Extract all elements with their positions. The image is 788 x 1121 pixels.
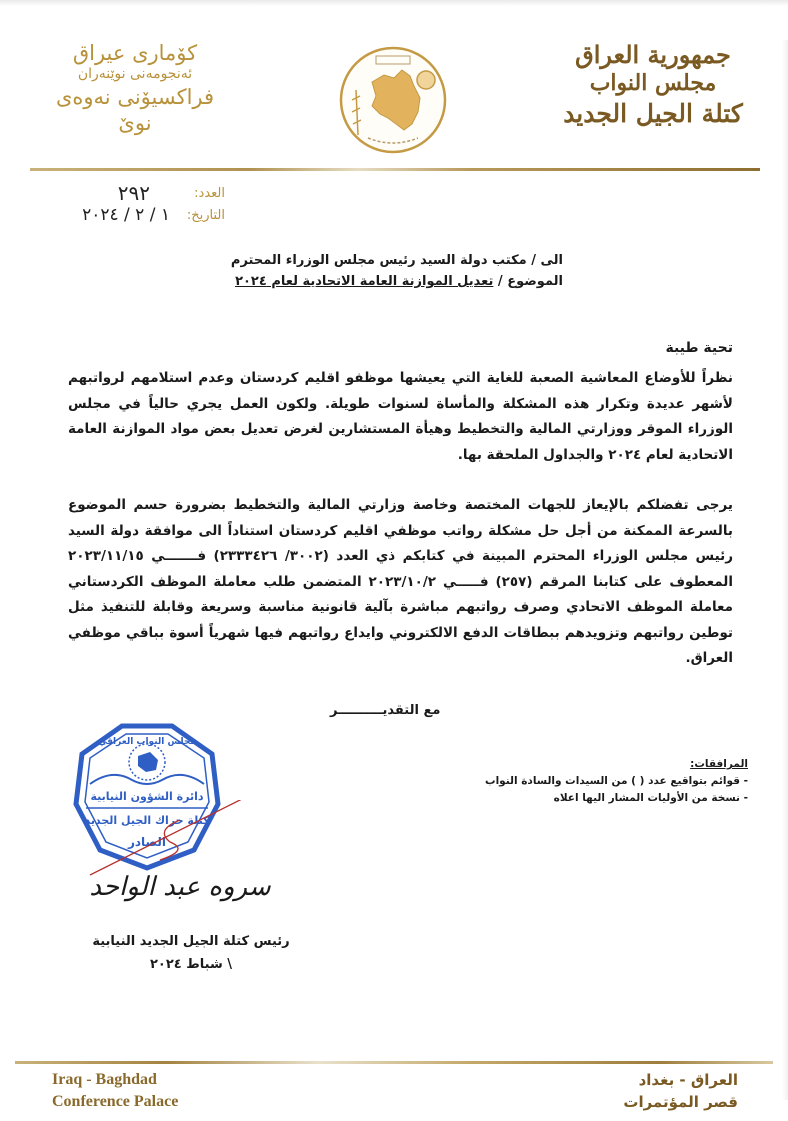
signer-title: رئيس كتلة الجيل الجديد النيابية: [92, 934, 290, 949]
reference-number-label: العدد:: [194, 185, 225, 201]
letterhead-bloc: كتلة الجيل الجديد: [563, 98, 743, 128]
header-divider: [30, 168, 760, 171]
signer-block: [86, 930, 296, 976]
subject-line: [231, 271, 563, 292]
attachments-heading: المرافقات:: [690, 758, 748, 770]
footer-address-arabic: [623, 1069, 738, 1113]
reference-date-label: التاريخ:: [186, 207, 225, 223]
stamp-top-text: مجلس النواب العراقي: [98, 737, 196, 747]
reference-date-value: ١ / ٢ / ٢٠٢٤: [82, 205, 170, 225]
footer-venue-arabic: قصر المؤتمرات: [623, 1093, 738, 1111]
stamp-line1: دائرة الشؤون النيابية: [90, 790, 204, 803]
stamp-line2: كتلة حراك الجيل الجديد: [84, 814, 210, 827]
reference-block: [40, 182, 225, 226]
attachment-item: - نسخة من الأوليات المشار اليها اعلاه: [553, 792, 748, 804]
signature-name: سروه عبد الواحد: [89, 872, 271, 902]
footer-address-english: [52, 1069, 178, 1113]
attachments-block: [485, 756, 748, 807]
letterhead-kurdish-line2: ئەنجومەنی نوێنەران: [77, 66, 193, 83]
letterhead-arabic: [548, 40, 758, 129]
footer-city-arabic: العراق - بغداد: [638, 1071, 738, 1089]
reference-number-value: ٢٩٢: [117, 181, 150, 205]
body-paragraph-1: نظراً للأوضاع المعاشية الصعبة للغاية التي يعيشها موظفو اقليم كردستان وعدم استلامهم لرواتبهم لأشهر عديدة وتكرار هذه المشكلة والمأساة لسنوات طويلة. ولكون العمل يجري حالياً في مجلس الوزراء الموقر ووزارتي المالية والتخطيط وهيأة المستشارين لغرض تعديل بعض مواد الموازنة العامة الاتحادية لعام ٢٠٢٤ والجداول الملحقة بها.: [68, 370, 733, 463]
signature-date: \ شباط ٢٠٢٤: [149, 957, 233, 972]
attachment-item: - قوائم بتواقيع عدد ( ) من السيدات والسادة النواب: [485, 775, 748, 787]
stamp-line3: الصادر: [127, 835, 167, 849]
handwritten-signature: [60, 800, 280, 930]
reference-date-row: [40, 204, 225, 226]
scan-right-edge: [782, 40, 788, 1100]
letterhead-kurdish-line1: كۆماری عیراق: [72, 41, 198, 65]
greeting: تحية طيبة: [665, 340, 733, 356]
addressee-block: [231, 250, 563, 292]
body-paragraph-2: يرجى تفضلكم بالإيعاز للجهات المختصة وخاصة وزارتي المالية والتخطيط بضرورة حسم الموضوع بالسرعة الممكنة من أجل حل مشكلة رواتب موظفي اقليم كردستان استناداً الى موافقة دولة السيد رئيس مجلس الوزراء المحترم المبينة في كتابكم ذي العدد (٣٠٠٢/ ٢٣٣٣٤٢٦) فـــــــي ٢٠٢٣/١١/١٥ المعطوف على كتابنا المرقم (٢٥٧) فـــــي ٢٠٢٣/١٠/٢ المتضمن طلب معاملة الموظف الكردستاني معاملة الموظف الاتحادي وصرف رواتبهم مباشرة بآلية قانونية مناسبة وسريعة وقابلة للتنفيذ مثل توطين رواتبهم وتزويدهم ببطاقات الدفع الالكتروني وايداع رواتبهم فيها شهرياً أسوة بباقي موظفي العراق.: [68, 497, 733, 666]
letterhead-council: مجلس النواب: [589, 70, 717, 96]
closing-regards: مع التقديــــــــــر: [330, 703, 441, 718]
footer-venue-english: Conference Palace: [52, 1093, 179, 1110]
footer-city-english: Iraq - Baghdad: [52, 1071, 157, 1088]
footer-divider: [15, 1061, 773, 1064]
letterhead-kurdish: [40, 40, 230, 136]
scan-top-edge: [0, 0, 788, 6]
letterhead-republic: جمهورية العراق: [575, 40, 731, 69]
subject-value: تعديل الموازنة العامة الاتحادية لعام ٢٠٢٤: [235, 274, 494, 289]
letterhead-kurdish-line3: فراکسیۆنی نەوەی نوێ: [55, 84, 215, 135]
addressee-line: الى / مكتب دولة السيد رئيس مجلس الوزراء المحترم: [230, 253, 563, 268]
reference-number-row: [40, 182, 225, 204]
subject-label: الموضوع /: [497, 274, 563, 289]
parliament-emblem-icon: [332, 40, 454, 160]
